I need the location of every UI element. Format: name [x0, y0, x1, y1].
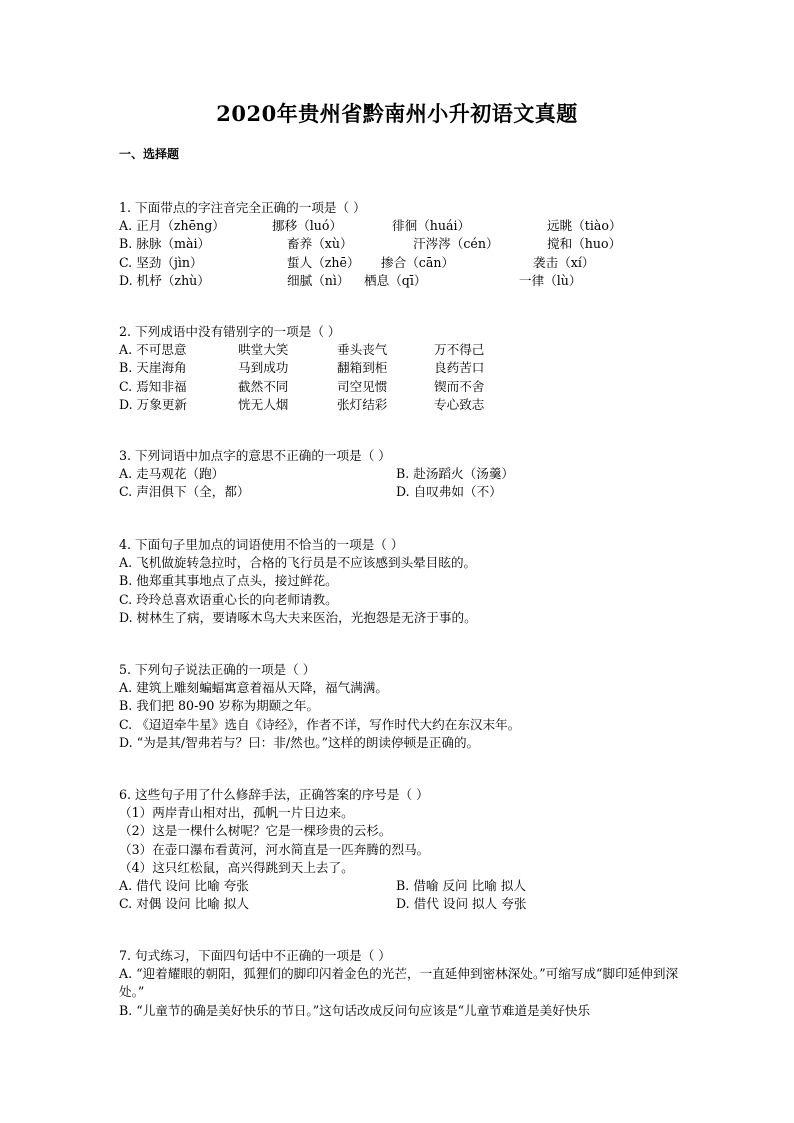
- sentence-2: （2）这是一棵什么树呢？它是一棵珍贵的云杉。: [119, 823, 392, 839]
- option-d-word-3: 张灯结彩: [337, 396, 388, 412]
- question-stem: 7. 句式练习，下面四句话中不正确的一项是（ ）: [119, 948, 391, 963]
- question-7: [119, 947, 679, 1020]
- question-stem: 6. 这些句子用了什么修辞手法，正确答案的序号是（ ）: [119, 787, 429, 802]
- question-6: [119, 786, 679, 913]
- option-b-word-3: 翻箱到柜: [337, 360, 388, 376]
- sentence-1: （1）两岸青山相对出，孤帆一片日边来。: [119, 805, 354, 821]
- option-d-word-3: 栖息（qī）: [364, 272, 427, 288]
- option-c: C. 对偶 设问 比喻 拟人: [119, 896, 249, 912]
- option-a-word-3: 徘徊（huái）: [392, 218, 471, 234]
- option-c: C. 坚劲（jìn）: [119, 254, 203, 270]
- page-title: 2020年贵州省黔南州小升初语文真题: [216, 101, 578, 126]
- option-d: D. 树林生了病，要请啄木鸟大夫来医治，光抱怨是无济于事的。: [119, 609, 477, 625]
- option-d-word-2: 细腻（nì）: [287, 272, 350, 288]
- option-c-word-4: 袭击（xí）: [533, 254, 595, 270]
- sentence-3: （3）在壶口瀑布看黄河，河水简直是一匹奔腾的烈马。: [119, 841, 430, 857]
- question-stem: 3. 下列词语中加点字的意思不正确的一项是（ ）: [119, 448, 391, 463]
- question-stem: 1. 下面带点的字注音完全正确的一项是（ ）: [119, 200, 366, 215]
- sentence-4: （4）这只红松鼠，高兴得跳到天上去了。: [119, 859, 354, 875]
- option-d-word-4: 专心致志: [434, 396, 485, 412]
- option-row-b: [119, 359, 679, 377]
- option-b: B. 天崖海角: [119, 360, 187, 376]
- option-a: A. 飞机做旋转急拉时，合格的飞行员是不应该感到头晕目眩的。: [119, 555, 477, 571]
- question-2: [119, 323, 679, 414]
- question-stem: 4. 下面句子里加点的词语使用不恰当的一项是（ ）: [119, 537, 404, 552]
- option-b-word-4: 搅和（huo）: [547, 236, 622, 252]
- option-c-word-2: 蜇人（zhē）: [287, 254, 360, 270]
- option-row-c: [119, 378, 679, 396]
- option-b: B. 借喻 反问 比喻 拟人: [396, 877, 527, 893]
- option-c-word-4: 锲而不舍: [434, 378, 485, 394]
- option-d-word-2: 恍无人烟: [238, 396, 289, 412]
- question-stem: 2. 下列成语中没有错别字的一项是（ ）: [119, 324, 341, 339]
- option-d: D. 借代 设问 拟人 夸张: [396, 896, 527, 912]
- option-row-cd: [119, 483, 679, 501]
- option-b: B. 赴汤蹈火（汤羹）: [396, 466, 515, 482]
- option-c-word-3: 掺合（cān）: [381, 254, 455, 270]
- option-a-word-3: 垂头丧气: [337, 342, 388, 358]
- option-c: C. 声泪俱下（全，都）: [119, 484, 250, 500]
- option-d: D. 机杼（zhù）: [119, 272, 210, 288]
- option-a: A. 走马观花（跑）: [119, 466, 225, 482]
- option-d-word-4: 一律（lù）: [519, 272, 582, 288]
- option-row-d: [119, 272, 679, 290]
- option-a: A. 建筑上雕刻蝙蝠寓意着福从天降，福气满满。: [119, 680, 388, 696]
- option-row-a: [119, 217, 679, 235]
- option-b-word-2: 畜养（xù）: [287, 236, 353, 252]
- option-a: A. “迎着耀眼的朝阳，狐狸们的脚印闪着金色的光芒，一直延伸到密林深处。”可缩写成“脚印延伸到深处。”: [119, 966, 679, 1000]
- option-c: C. 《迢迢牵牛星》选自《诗经》，作者不详，写作时代大约在东汉末年。: [119, 716, 521, 732]
- option-a: A. 正月（zhēng）: [119, 218, 225, 234]
- option-b: B. 我们把 80-90 岁称为期颐之年。: [119, 698, 320, 714]
- option-a-word-4: 远眺（tiào）: [547, 218, 622, 234]
- option-d: D. 自叹弗如（不）: [396, 484, 502, 500]
- option-a: A. 不可思意: [119, 342, 187, 358]
- option-c-word-3: 司空见惯: [337, 378, 388, 394]
- option-b: B. 脉脉（mài）: [119, 236, 211, 252]
- option-a-word-2: 哄堂大笑: [238, 342, 289, 358]
- question-5: [119, 661, 679, 752]
- question-3: [119, 447, 679, 502]
- option-a: A. 借代 设问 比喻 夸张: [119, 877, 249, 893]
- option-row-c: [119, 254, 679, 272]
- option-c: C. 玲玲总喜欢语重心长的向老师请教。: [119, 591, 338, 607]
- option-row-ab: [119, 465, 679, 483]
- question-stem: 5. 下列句子说法正确的一项是（ ）: [119, 662, 316, 677]
- section-heading: 一、选择题: [119, 147, 180, 161]
- option-d: D. “为是其/智弗若与？曰：非/然也。”这样的朗读停顿是正确的。: [119, 734, 480, 750]
- option-b-word-2: 马到成功: [238, 360, 289, 376]
- question-4: [119, 536, 679, 627]
- option-c: C. 焉知非福: [119, 378, 187, 394]
- option-row-b: [119, 235, 679, 253]
- option-b: B. “儿童节的确是美好快乐的节日。”这句话改成反问句应该是“儿童节难道是美好快乐: [119, 1002, 591, 1018]
- option-b: B. 他郑重其事地点了点头，接过鲜花。: [119, 573, 338, 589]
- question-1: [119, 199, 679, 290]
- option-row-d: [119, 396, 679, 414]
- option-row-ab: [119, 877, 679, 895]
- option-a-word-4: 万不得己: [434, 342, 485, 358]
- option-row-cd: [119, 895, 679, 913]
- option-row-a: [119, 341, 679, 359]
- option-b-word-4: 良药苦口: [434, 360, 485, 376]
- option-a-word-2: 挪移（luó）: [272, 218, 343, 234]
- option-c-word-2: 截然不同: [238, 378, 289, 394]
- option-d: D. 万象更新: [119, 396, 188, 412]
- option-b-word-3: 汗涔涔（cén）: [413, 236, 499, 252]
